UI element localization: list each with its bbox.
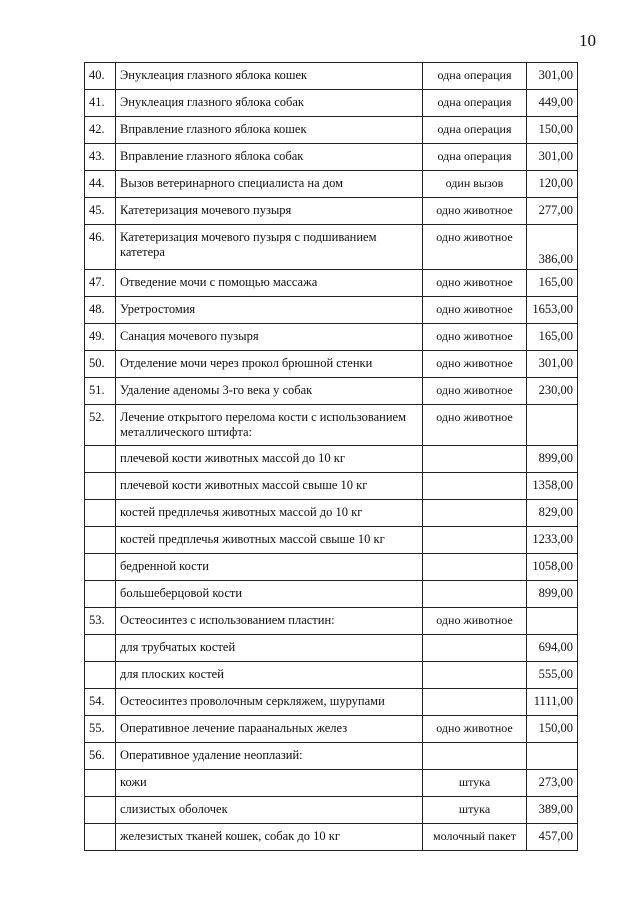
unit-of-measure <box>423 635 527 662</box>
row-number-blank <box>85 824 116 851</box>
row-number: 48. <box>85 297 116 324</box>
unit-of-measure: один вызов <box>423 171 527 198</box>
table-row <box>85 351 578 378</box>
table-row <box>85 144 578 171</box>
service-name: Энуклеация глазного яблока собак <box>116 90 423 117</box>
sub-item-row <box>85 500 578 527</box>
row-number: 54. <box>85 689 116 716</box>
row-number: 56. <box>85 743 116 770</box>
unit-of-measure: одно животное <box>423 405 527 446</box>
service-name: Остеосинтез проволочным серкляжем, шурупами <box>116 689 423 716</box>
price: 389,00 <box>527 797 578 824</box>
sub-item-row <box>85 554 578 581</box>
price: 457,00 <box>527 824 578 851</box>
unit-of-measure: штука <box>423 770 527 797</box>
service-name: Вправление глазного яблока кошек <box>116 117 423 144</box>
unit-of-measure: одно животное <box>423 351 527 378</box>
price <box>527 608 578 635</box>
table-row <box>85 117 578 144</box>
unit-of-measure <box>423 581 527 608</box>
price: 150,00 <box>527 716 578 743</box>
service-name: Лечение открытого перелома кости с использованием металлического штифта: <box>116 405 423 446</box>
price: 1233,00 <box>527 527 578 554</box>
table-row <box>85 171 578 198</box>
row-number: 46. <box>85 225 116 270</box>
unit-of-measure <box>423 500 527 527</box>
sub-item-row <box>85 824 578 851</box>
price: 449,00 <box>527 90 578 117</box>
price: 165,00 <box>527 324 578 351</box>
sub-item-row <box>85 770 578 797</box>
sub-item-name: плечевой кости животных массой свыше 10 кг <box>116 473 423 500</box>
unit-of-measure: одно животное <box>423 297 527 324</box>
group-header-row <box>85 608 578 635</box>
sub-item-name: костей предплечья животных массой до 10 кг <box>116 500 423 527</box>
price <box>527 405 578 446</box>
service-name: Уретростомия <box>116 297 423 324</box>
service-name: Удаление аденомы 3-го века у собак <box>116 378 423 405</box>
unit-of-measure <box>423 446 527 473</box>
price: 1111,00 <box>527 689 578 716</box>
sub-item-row <box>85 662 578 689</box>
price: 1358,00 <box>527 473 578 500</box>
sub-item-name: слизистых оболочек <box>116 797 423 824</box>
price: 165,00 <box>527 270 578 297</box>
unit-of-measure: одна операция <box>423 63 527 90</box>
row-number-blank <box>85 662 116 689</box>
unit-of-measure <box>423 743 527 770</box>
row-number: 50. <box>85 351 116 378</box>
unit-of-measure: молочный пакет <box>423 824 527 851</box>
service-name: Катетеризация мочевого пузыря с подшиванием катетера <box>116 225 423 270</box>
table-row <box>85 716 578 743</box>
sub-item-row <box>85 473 578 500</box>
unit-of-measure: одна операция <box>423 117 527 144</box>
table-row <box>85 225 578 270</box>
sub-item-row <box>85 635 578 662</box>
price: 120,00 <box>527 171 578 198</box>
table-row <box>85 689 578 716</box>
price: 899,00 <box>527 446 578 473</box>
price: 277,00 <box>527 198 578 225</box>
unit-of-measure <box>423 662 527 689</box>
price: 301,00 <box>527 144 578 171</box>
service-name: Оперативное лечение параанальных желез <box>116 716 423 743</box>
table-row <box>85 297 578 324</box>
row-number-blank <box>85 770 116 797</box>
table-row <box>85 378 578 405</box>
unit-of-measure: одна операция <box>423 90 527 117</box>
unit-of-measure <box>423 473 527 500</box>
sub-item-row <box>85 527 578 554</box>
row-number: 41. <box>85 90 116 117</box>
table-row <box>85 63 578 90</box>
row-number-blank <box>85 500 116 527</box>
service-name: Энуклеация глазного яблока кошек <box>116 63 423 90</box>
row-number: 47. <box>85 270 116 297</box>
row-number: 42. <box>85 117 116 144</box>
sub-item-name: плечевой кости животных массой до 10 кг <box>116 446 423 473</box>
table-row <box>85 90 578 117</box>
price <box>527 743 578 770</box>
service-name: Катетеризация мочевого пузыря <box>116 198 423 225</box>
sub-item-row <box>85 581 578 608</box>
row-number: 44. <box>85 171 116 198</box>
service-name: Остеосинтез с использованием пластин: <box>116 608 423 635</box>
service-name: Отведение мочи с помощью массажа <box>116 270 423 297</box>
page-number: 10 <box>579 31 596 50</box>
unit-of-measure: одна операция <box>423 144 527 171</box>
row-number: 55. <box>85 716 116 743</box>
row-number: 53. <box>85 608 116 635</box>
table-row <box>85 324 578 351</box>
row-number-blank <box>85 635 116 662</box>
price: 230,00 <box>527 378 578 405</box>
row-number-blank <box>85 473 116 500</box>
unit-of-measure: одно животное <box>423 198 527 225</box>
sub-item-name: бедренной кости <box>116 554 423 581</box>
row-number: 49. <box>85 324 116 351</box>
row-number: 45. <box>85 198 116 225</box>
unit-of-measure: одно животное <box>423 378 527 405</box>
unit-of-measure: одно животное <box>423 324 527 351</box>
price: 150,00 <box>527 117 578 144</box>
sub-item-name: костей предплечья животных массой свыше 10 кг <box>116 527 423 554</box>
row-number: 43. <box>85 144 116 171</box>
sub-item-name: для трубчатых костей <box>116 635 423 662</box>
row-number: 52. <box>85 405 116 446</box>
unit-of-measure: одно животное <box>423 608 527 635</box>
sub-item-name: железистых тканей кошек, собак до 10 кг <box>116 824 423 851</box>
unit-of-measure: штука <box>423 797 527 824</box>
unit-of-measure <box>423 554 527 581</box>
row-number-blank <box>85 581 116 608</box>
sub-item-name: большеберцовой кости <box>116 581 423 608</box>
row-number-blank <box>85 527 116 554</box>
price: 899,00 <box>527 581 578 608</box>
row-number-blank <box>85 797 116 824</box>
group-header-row <box>85 743 578 770</box>
price-table <box>84 62 578 851</box>
price: 555,00 <box>527 662 578 689</box>
row-number: 51. <box>85 378 116 405</box>
unit-of-measure: одно животное <box>423 270 527 297</box>
service-name: Отделение мочи через прокол брюшной стенки <box>116 351 423 378</box>
price: 694,00 <box>527 635 578 662</box>
unit-of-measure: одно животное <box>423 716 527 743</box>
row-number-blank <box>85 446 116 473</box>
price: 1653,00 <box>527 297 578 324</box>
price: 301,00 <box>527 63 578 90</box>
price: 829,00 <box>527 500 578 527</box>
sub-item-name: для плоских костей <box>116 662 423 689</box>
sub-item-row <box>85 446 578 473</box>
service-name: Санация мочевого пузыря <box>116 324 423 351</box>
price: 301,00 <box>527 351 578 378</box>
table-row <box>85 198 578 225</box>
unit-of-measure <box>423 689 527 716</box>
price: 386,00 <box>527 225 578 270</box>
price: 1058,00 <box>527 554 578 581</box>
row-number: 40. <box>85 63 116 90</box>
sub-item-name: кожи <box>116 770 423 797</box>
unit-of-measure <box>423 527 527 554</box>
group-header-row <box>85 405 578 446</box>
row-number-blank <box>85 554 116 581</box>
price: 273,00 <box>527 770 578 797</box>
sub-item-row <box>85 797 578 824</box>
service-name: Вызов ветеринарного специалиста на дом <box>116 171 423 198</box>
service-name: Оперативное удаление неоплазий: <box>116 743 423 770</box>
table-row <box>85 270 578 297</box>
service-name: Вправление глазного яблока собак <box>116 144 423 171</box>
unit-of-measure: одно животное <box>423 225 527 270</box>
